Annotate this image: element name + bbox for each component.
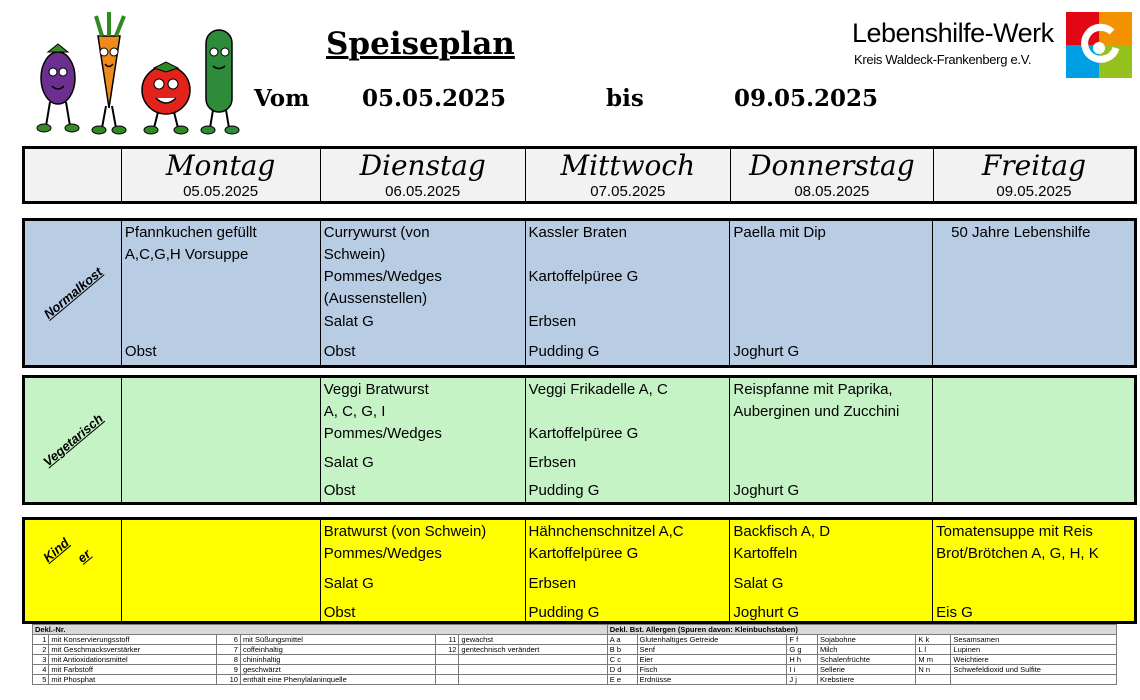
date-from: 05.05.2025 bbox=[362, 85, 507, 112]
menu-line: Hähnchenschnitzel A,C bbox=[528, 523, 684, 540]
menu-cell-thursday bbox=[730, 520, 933, 621]
day-header-tuesday bbox=[321, 149, 526, 201]
date-to: 09.05.2025 bbox=[734, 85, 879, 112]
day-header-monday bbox=[122, 149, 321, 201]
menu-cell-friday bbox=[933, 378, 1134, 502]
day-header-corner bbox=[25, 149, 122, 201]
legend-allergen-cell: C c bbox=[607, 655, 637, 665]
legend-additive-cell: 2 bbox=[33, 645, 49, 655]
menu-cell-thursday bbox=[730, 378, 933, 502]
legend-additive-cell: 8 bbox=[217, 655, 241, 665]
legend-allergen-cell: B b bbox=[607, 645, 637, 655]
legend-additive-cell bbox=[459, 655, 607, 665]
menu-line: Backfisch A, D bbox=[733, 523, 831, 540]
menu-line: Pommes/Wedges bbox=[323, 425, 442, 442]
menu-line: Joghurt G bbox=[733, 343, 800, 360]
menu-line: Obst bbox=[323, 604, 356, 621]
legend-additive-cell: 12 bbox=[435, 645, 459, 655]
legend-additive-cell bbox=[459, 665, 607, 675]
day-header-row bbox=[22, 146, 1137, 204]
day-date: 09.05.2025 bbox=[996, 183, 1072, 200]
legend-additive-cell: 7 bbox=[217, 645, 241, 655]
legend-allergen-cell: D d bbox=[607, 665, 637, 675]
legend-allergen-cell: I i bbox=[787, 665, 818, 675]
menu-line: Salat G bbox=[323, 454, 374, 471]
legend-allergen-cell: Eier bbox=[637, 655, 787, 665]
menu-line: Pommes/Wedges bbox=[323, 545, 442, 562]
legend-additive-cell: 11 bbox=[435, 635, 459, 645]
legend-allergen-cell: Schwefeldioxid und Sulfite bbox=[951, 665, 1117, 675]
menu-line: Joghurt G bbox=[733, 604, 800, 621]
legend-allergen-cell: Krebstiere bbox=[817, 675, 915, 685]
legend-additive-cell: 4 bbox=[33, 665, 49, 675]
legend-allergen-cell: Glutenhaltiges Getreide bbox=[637, 635, 787, 645]
from-label: Vom bbox=[254, 85, 310, 112]
legend-allergen-cell: Sojabohne bbox=[817, 635, 915, 645]
section-label bbox=[25, 378, 122, 502]
legend-additive-cell bbox=[435, 675, 459, 685]
section-label bbox=[25, 221, 122, 365]
menu-cell-wednesday bbox=[526, 520, 731, 621]
vegetable-mascots-image bbox=[28, 8, 248, 136]
section-normalkost bbox=[22, 218, 1137, 368]
menu-line: Eis G bbox=[936, 604, 973, 621]
menu-cell-wednesday bbox=[526, 378, 731, 502]
legend-allergen-cell: Milch bbox=[817, 645, 915, 655]
menu-line: Obst bbox=[323, 482, 356, 499]
page-title: Speiseplan bbox=[326, 26, 515, 62]
legend-allergen-cell bbox=[951, 675, 1117, 685]
section-label bbox=[25, 520, 122, 621]
menu-line: Schwein) bbox=[323, 246, 386, 263]
legend-allergen-cell: A a bbox=[607, 635, 637, 645]
legend-additive-cell: coffeinhaltig bbox=[240, 645, 435, 655]
section-vegetarisch bbox=[22, 375, 1137, 505]
legend-table bbox=[32, 624, 1117, 685]
legend-row bbox=[33, 675, 1117, 685]
organization-subtitle: Kreis Waldeck-Frankenberg e.V. bbox=[854, 52, 1032, 67]
legend-additive-cell: geschwärzt bbox=[240, 665, 435, 675]
legend-additive-cell bbox=[435, 655, 459, 665]
menu-line: Veggi Bratwurst bbox=[323, 381, 429, 398]
menu-line: Kartoffelpüree G bbox=[528, 268, 639, 285]
menu-line: Auberginen und Zucchini bbox=[733, 403, 900, 420]
section-label-text: er bbox=[74, 546, 94, 567]
menu-cell-monday bbox=[122, 221, 321, 365]
legend-allergen-cell: Erdnüsse bbox=[637, 675, 787, 685]
menu-line: Pfannkuchen gefüllt bbox=[124, 224, 257, 241]
legend-allergen-cell: Weichtiere bbox=[951, 655, 1117, 665]
legend-allergen-cell: Sellerie bbox=[817, 665, 915, 675]
menu-line: Erbsen bbox=[528, 454, 577, 471]
legend-allergen-cell: Schalenfrüchte bbox=[817, 655, 915, 665]
menu-line: Pommes/Wedges bbox=[323, 268, 442, 285]
legend-additive-cell: 3 bbox=[33, 655, 49, 665]
day-header-wednesday bbox=[526, 149, 731, 201]
day-date: 07.05.2025 bbox=[590, 183, 666, 200]
section-label-text: Kind bbox=[39, 535, 72, 566]
day-name: Dienstag bbox=[359, 149, 486, 182]
menu-line: A, C, G, I bbox=[323, 403, 386, 420]
legend-additive-cell: mit Farbstoff bbox=[49, 665, 217, 675]
legend-allergen-cell: E e bbox=[607, 675, 637, 685]
legend-allergen-cell: N n bbox=[916, 665, 951, 675]
legend-row bbox=[33, 645, 1117, 655]
menu-line: Kartoffelpüree G bbox=[528, 545, 639, 562]
legend-allergen-cell: J j bbox=[787, 675, 818, 685]
day-name: Donnerstag bbox=[749, 149, 915, 182]
menu-cell-friday bbox=[933, 520, 1134, 621]
to-label: bis bbox=[606, 85, 644, 112]
menu-line: Currywurst (von bbox=[323, 224, 430, 241]
menu-line: Salat G bbox=[733, 575, 784, 592]
day-name: Montag bbox=[165, 149, 276, 182]
organization-logo-icon bbox=[1066, 12, 1132, 78]
legend-allergen-cell: M m bbox=[916, 655, 951, 665]
legend-allergen-cell: Lupinen bbox=[951, 645, 1117, 655]
day-date: 08.05.2025 bbox=[794, 183, 870, 200]
menu-cell-thursday bbox=[730, 221, 933, 365]
section-label-text: Normalkost bbox=[40, 264, 106, 322]
legend-header-additives: Dekl.-Nr. bbox=[33, 625, 608, 635]
legend-additive-cell: enthält eine Phenylalaninquelle bbox=[240, 675, 435, 685]
legend-additive-cell: 1 bbox=[33, 635, 49, 645]
menu-line: Veggi Frikadelle A, C bbox=[528, 381, 668, 398]
menu-line: Pudding G bbox=[528, 604, 600, 621]
menu-cell-tuesday bbox=[321, 520, 526, 621]
day-header-friday bbox=[934, 149, 1134, 201]
day-header-thursday bbox=[731, 149, 934, 201]
menu-line: Pudding G bbox=[528, 343, 600, 360]
legend-additive-cell: gewachst bbox=[459, 635, 607, 645]
menu-cell-friday bbox=[933, 221, 1134, 365]
legend-additive-cell: 5 bbox=[33, 675, 49, 685]
legend-row bbox=[33, 655, 1117, 665]
legend-additive-cell: 9 bbox=[217, 665, 241, 675]
menu-line: Kartoffelpüree G bbox=[528, 425, 639, 442]
menu-line: Reispfanne mit Paprika, bbox=[733, 381, 893, 398]
menu-cell-wednesday bbox=[526, 221, 731, 365]
menu-line: Kassler Braten bbox=[528, 224, 627, 241]
menu-line: Kartoffeln bbox=[733, 545, 798, 562]
menu-line: Paella mit Dip bbox=[733, 224, 826, 241]
menu-line: Tomatensuppe mit Reis bbox=[936, 523, 1093, 540]
menu-line: (Aussenstellen) bbox=[323, 290, 428, 307]
menu-line: Obst bbox=[124, 343, 157, 360]
section-label-text: Vegetarisch bbox=[40, 410, 106, 470]
legend-allergen-cell: L l bbox=[916, 645, 951, 655]
menu-cell-monday bbox=[122, 378, 321, 502]
legend-allergen-cell: Fisch bbox=[637, 665, 787, 675]
menu-line: Salat G bbox=[323, 313, 374, 330]
legend-allergen-cell: K k bbox=[916, 635, 951, 645]
menu-line: Erbsen bbox=[528, 313, 577, 330]
day-name: Freitag bbox=[981, 149, 1087, 182]
legend-allergen-cell: F f bbox=[787, 635, 818, 645]
legend-row bbox=[33, 665, 1117, 675]
day-date: 05.05.2025 bbox=[183, 183, 259, 200]
legend-allergen-cell: Sesamsamen bbox=[951, 635, 1117, 645]
legend-additive-cell: chininhaltig bbox=[240, 655, 435, 665]
menu-line: Erbsen bbox=[528, 575, 577, 592]
menu-line: A,C,G,H Vorsuppe bbox=[124, 246, 249, 263]
legend-additive-cell: 10 bbox=[217, 675, 241, 685]
legend-additive-cell bbox=[435, 665, 459, 675]
legend-allergen-cell bbox=[916, 675, 951, 685]
organization-name: Lebenshilfe-Werk bbox=[852, 18, 1054, 48]
legend-additive-cell: gentechnisch verändert bbox=[459, 645, 607, 655]
menu-line: Obst bbox=[323, 343, 356, 360]
legend-allergen-cell: G g bbox=[787, 645, 818, 655]
menu-line: Brot/Brötchen A, G, H, K bbox=[936, 545, 1099, 562]
menu-cell-tuesday bbox=[321, 221, 526, 365]
legend-additive-cell bbox=[459, 675, 607, 685]
menu-line: Joghurt G bbox=[733, 482, 800, 499]
menu-line: Pudding G bbox=[528, 482, 600, 499]
menu-line: Bratwurst (von Schwein) bbox=[323, 523, 487, 540]
legend-additive-cell: mit Phosphat bbox=[49, 675, 217, 685]
legend-allergen-cell: Senf bbox=[637, 645, 787, 655]
legend-additive-cell: 6 bbox=[217, 635, 241, 645]
legend-additive-cell: mit Konservierungsstoff bbox=[49, 635, 217, 645]
legend-allergen-cell: H h bbox=[787, 655, 818, 665]
menu-line: Salat G bbox=[323, 575, 374, 592]
day-name: Mittwoch bbox=[560, 149, 696, 182]
section-kinder bbox=[22, 517, 1137, 624]
legend-additive-cell: mit Geschmacksverstärker bbox=[49, 645, 217, 655]
menu-cell-tuesday bbox=[321, 378, 526, 502]
allergen-legend bbox=[32, 624, 1117, 684]
legend-additive-cell: mit Süßungsmittel bbox=[240, 635, 435, 645]
legend-additive-cell: mit Antioxidationsmittel bbox=[49, 655, 217, 665]
menu-cell-monday bbox=[122, 520, 321, 621]
legend-row bbox=[33, 635, 1117, 645]
menu-line: 50 Jahre Lebenshilfe bbox=[951, 224, 1091, 241]
day-date: 06.05.2025 bbox=[385, 183, 461, 200]
legend-header-allergens: Dekl. Bst. Allergen (Spuren davon: Kleinbuchstaben) bbox=[607, 625, 1116, 635]
